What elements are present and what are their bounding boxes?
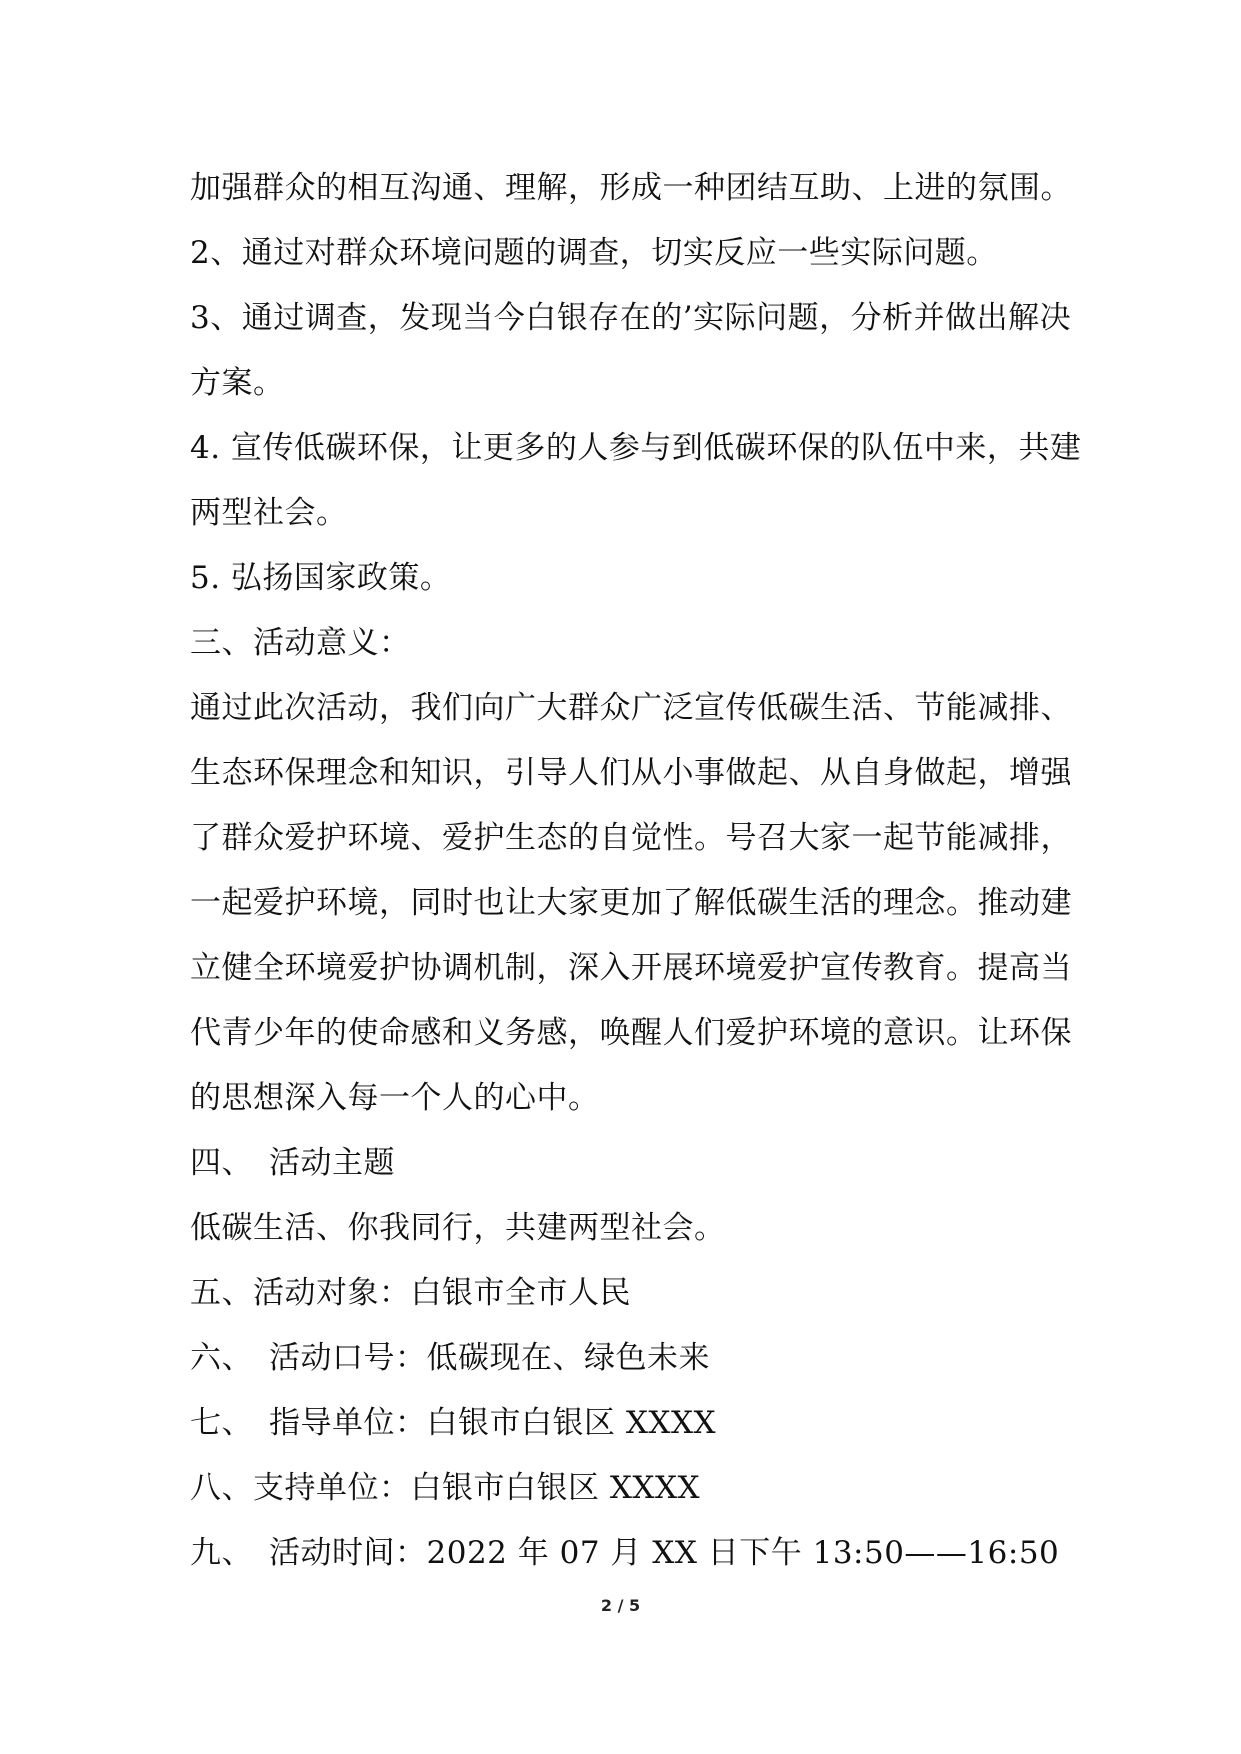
text-line: 2、通过对群众环境问题的调查，切实反应一些实际问题。	[190, 235, 998, 271]
text-line: 低碳生活、你我同行，共建两型社会。	[190, 1210, 726, 1246]
text-line: 4. 宣传低碳环保，让更多的人参与到低碳环保的队伍中来，共建	[190, 430, 1082, 466]
text-line: 方案。	[190, 365, 285, 401]
section-heading: 三、活动意义：	[190, 625, 411, 661]
text-line: 加强群众的相互沟通、理解，形成一种团结互助、上进的氛围。	[190, 170, 1072, 206]
text-line: 生态环保理念和知识，引导人们从小事做起、从自身做起，增强	[190, 755, 1072, 791]
page-number: 2 / 5	[600, 1596, 641, 1615]
text-line: 了群众爱护环境、爱护生态的自觉性。号召大家一起节能减排，	[190, 820, 1072, 856]
section-heading: 七、 指导单位：白银市白银区 XXXX	[190, 1405, 717, 1441]
text-line: 的思想深入每一个人的心中。	[190, 1080, 600, 1116]
text-line: 立健全环境爱护协调机制，深入开展环境爱护宣传教育。提高当	[190, 950, 1072, 986]
section-heading: 六、 活动口号：低碳现在、绿色未来	[190, 1340, 710, 1376]
section-heading: 八、支持单位：白银市白银区 XXXX	[190, 1470, 701, 1506]
section-heading: 九、 活动时间：2022 年 07 月 XX 日下午 13:50——16:50	[190, 1535, 1060, 1571]
section-heading: 五、活动对象：白银市全市人民	[190, 1275, 631, 1311]
text-line: 两型社会。	[190, 495, 348, 531]
text-line: 通过此次活动，我们向广大群众广泛宣传低碳生活、节能减排、	[190, 690, 1072, 726]
text-line: 代青少年的使命感和义务感，唤醒人们爱护环境的意识。让环保	[190, 1015, 1072, 1051]
text-line: 一起爱护环境，同时也让大家更加了解低碳生活的理念。推动建	[190, 885, 1072, 921]
text-line: 5. 弘扬国家政策。	[190, 560, 452, 596]
text-line: 3、通过调查，发现当今白银存在的’实际问题，分析并做出解决	[190, 300, 1072, 336]
section-heading: 四、 活动主题	[190, 1145, 395, 1181]
document-body	[190, 156, 1082, 1586]
